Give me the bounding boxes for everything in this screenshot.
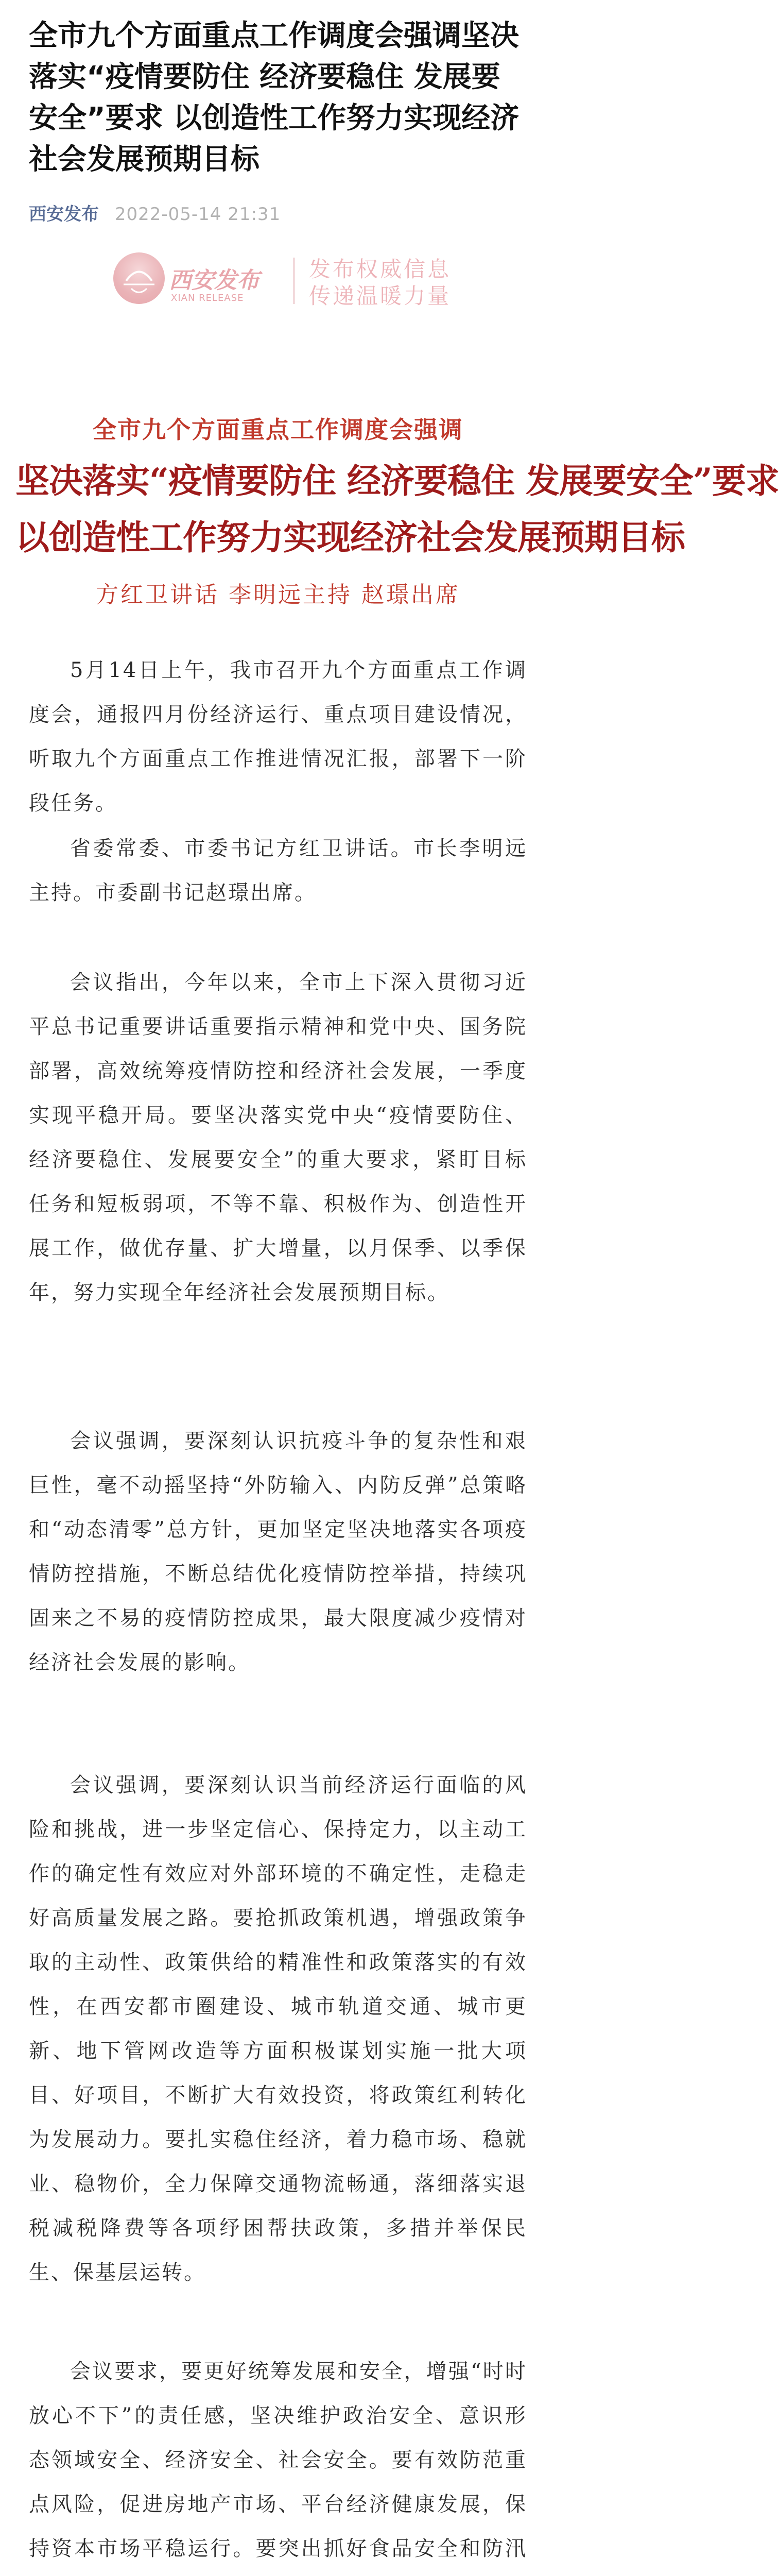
xian-release-logo bbox=[113, 247, 268, 350]
headline-kicker: 全市九个方面重点工作调度会强调 bbox=[93, 416, 463, 444]
paragraph-4: 会议强调，要深刻认识抗疫斗争的复杂性和艰巨性，毫不动摇坚持“外防输入、内防反弹”总策略和“动态清零”总方针，更加坚定坚决地落实各项疫情防控措施，不断总结优化疫情防控举措，持续巩固来之不易的疫情防控成果，最大限度减少疫情对经济社会发展的影响。 bbox=[29, 1429, 527, 1674]
article-title: 全市九个方面重点工作调度会强调坚决落实“疫情要防住 经济要稳住 发展要安全”要求 以创造性工作努力实现经济社会发展预期目标 bbox=[29, 19, 520, 176]
paragraph-2: 省委常委、市委书记方红卫讲话。市长李明远主持。市委副书记赵璟出席。 bbox=[29, 837, 527, 905]
slogan-line-1: 发布权威信息 bbox=[309, 257, 452, 282]
slogan-line-2: 传递温暖力量 bbox=[309, 283, 452, 309]
banner-divider bbox=[293, 258, 295, 304]
publish-date: 2022-05-14 21:31 bbox=[114, 204, 281, 225]
logo-emblem-icon bbox=[113, 252, 165, 304]
logo-text: 西安发布 bbox=[169, 267, 259, 294]
paragraph-6: 会议要求，要更好统筹发展和安全，增强“时时放心不下”的责任感，坚决维护政治安全、意识形态领域安全、经济安全、社会安全。要有效防范重点风险，促进房地产市场、平台经济健康发展，保持资本市场平稳运行。要突出抓好食品安全和防汛 bbox=[29, 2360, 527, 2561]
paragraph-5: 会议强调，要深刻认识当前经济运行面临的风险和挑战，进一步坚定信心、保持定力，以主动工作的确定性有效应对外部环境的不确定性，走稳走好高质量发展之路。要抢抓政策机遇，增强政策争取的主动性、政策供给的精准性和政策落实的有效性，在西安都市圈建设、城市轨道交通、城市更新、地下管网改造等方面积极谋划实施一批大项目、好项目，不断扩大有效投资，将政策红利转化为发展动力。要扎实稳住经济，着力稳市场、稳就业、稳物价，全力保障交通物流畅通，落细落实退税减税降费等各项纾困帮扶政策，多措并举保民生、保基层运转。 bbox=[29, 1773, 527, 2284]
headline-line-2: 以创造性工作努力实现经济社会发展预期目标 bbox=[15, 517, 685, 557]
headline-byline: 方红卫讲话 李明远主持 赵璟出席 bbox=[96, 582, 460, 608]
paragraph-1: 5月14日上午，我市召开九个方面重点工作调度会，通报四月份经济运行、重点项目建设情况，听取九个方面重点工作推进情况汇报，部署下一阶段任务。 bbox=[29, 658, 527, 815]
paragraph-3: 会议指出，今年以来，全市上下深入贯彻习近平总书记重要讲话重要指示精神和党中央、国务院部署，高效统筹疫情防控和经济社会发展，一季度实现平稳开局。要坚决落实党中央“疫情要防住、经济要稳住、发展要安全”的重大要求，紧盯目标任务和短板弱项，不等不靠、积极作为、创造性开展工作，做优存量、扩大增量，以月保季、以季保年，努力实现全年经济社会发展预期目标。 bbox=[29, 971, 527, 1304]
article-meta bbox=[29, 200, 281, 225]
account-link[interactable]: 西安发布 bbox=[29, 204, 99, 225]
logo-subtext: XIAN RELEASE bbox=[171, 293, 244, 303]
banner-image bbox=[51, 247, 505, 350]
headline-line-1: 坚决落实“疫情要防住 经济要稳住 发展要安全”要求 bbox=[15, 461, 779, 501]
